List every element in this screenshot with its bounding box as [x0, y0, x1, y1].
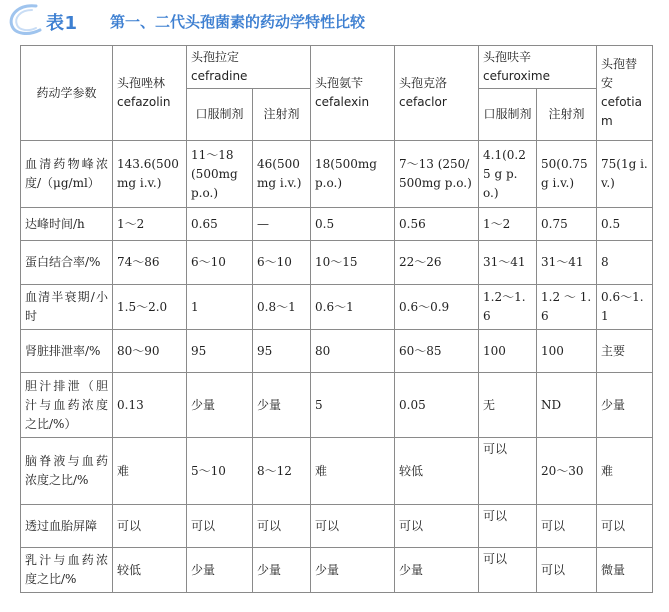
table-cell: 少量	[311, 548, 395, 593]
table-cell: 可以	[537, 548, 597, 593]
table-cell: 143.6(500 mg i.v.)	[113, 141, 187, 208]
table-title-bar	[6, 0, 666, 40]
table-cell: 6～10	[253, 241, 311, 285]
table-cell: 可以	[597, 505, 653, 548]
table-cell: 1.5～2.0	[113, 285, 187, 330]
table-cell: 可以	[113, 505, 187, 548]
drug-zh-name: 头孢替安	[601, 57, 638, 90]
table-cell: 可以	[479, 548, 537, 593]
header-drug-cefaclor	[395, 46, 479, 141]
table-cell: 难	[311, 438, 395, 505]
table-cell: 较低	[395, 438, 479, 505]
table-cell: 75(1g i.v.)	[597, 141, 653, 208]
table-cell: 11～18 (500mg p.o.)	[187, 141, 253, 208]
drug-zh-name: 头孢克洛	[399, 76, 448, 90]
table-cell: 1	[187, 285, 253, 330]
swoosh-decoration-icon	[6, 2, 50, 38]
table-cell: 可以	[395, 505, 479, 548]
header-drug-cefuroxime	[479, 46, 597, 89]
table-caption: 第一、二代头孢菌素的药动学特性比较	[110, 13, 366, 31]
table-cell: 10～15	[311, 241, 395, 285]
drug-en-name: cefotiam	[601, 95, 642, 128]
table-cell: 无	[479, 373, 537, 438]
table-cell: 少量	[253, 373, 311, 438]
table-number: 表1	[46, 13, 78, 34]
header-param-label: 药动学参数	[21, 46, 113, 141]
table-cell: 主要	[597, 330, 653, 373]
table-cell: 难	[113, 438, 187, 505]
drug-en-name: cefazolin	[117, 95, 171, 109]
table-cell: 22～26	[395, 241, 479, 285]
table-row	[21, 285, 653, 330]
table-cell: 74～86	[113, 241, 187, 285]
table-cell: 可以	[537, 505, 597, 548]
table-cell: 95	[187, 330, 253, 373]
row-param: 肾脏排泄率/%	[21, 330, 113, 373]
table-cell: 1.2～1.6	[479, 285, 537, 330]
table-cell: —	[253, 208, 311, 241]
table-cell: 0.6～1	[311, 285, 395, 330]
drug-en-name: cefalexin	[315, 95, 370, 109]
row-param: 达峰时间/h	[21, 208, 113, 241]
table-cell: 微量	[597, 548, 653, 593]
table-cell: 8～12	[253, 438, 311, 505]
table-cell: 0.5	[311, 208, 395, 241]
table-cell: 95	[253, 330, 311, 373]
table-cell: 1.2 ～ 1.6	[537, 285, 597, 330]
table-cell: 18(500mg p.o.)	[311, 141, 395, 208]
header-row-1	[21, 46, 653, 89]
row-param: 血清半衰期/小时	[21, 285, 113, 330]
table-cell: 60～85	[395, 330, 479, 373]
table-cell: 可以	[479, 505, 537, 548]
drug-zh-name: 头孢呋辛	[483, 50, 532, 64]
table-row	[21, 548, 653, 593]
table-cell: 80～90	[113, 330, 187, 373]
table-cell: 0.75	[537, 208, 597, 241]
subheader-injection: 注射剂	[537, 89, 597, 141]
table-row	[21, 241, 653, 285]
row-param: 血清药物峰浓度/（μg/ml）	[21, 141, 113, 208]
row-param: 蛋白结合率/%	[21, 241, 113, 285]
table-cell: 可以	[311, 505, 395, 548]
header-drug-cefotiam	[597, 46, 653, 141]
table-cell: ND	[537, 373, 597, 438]
table-row	[21, 330, 653, 373]
row-param: 乳汁与血药浓度之比/%	[21, 548, 113, 593]
table-cell: 0.13	[113, 373, 187, 438]
table-cell: 0.6～1.1	[597, 285, 653, 330]
table-cell: 难	[597, 438, 653, 505]
table-row	[21, 373, 653, 438]
table-cell: 0.65	[187, 208, 253, 241]
subheader-injection: 注射剂	[253, 89, 311, 141]
drug-en-name: cefradine	[191, 69, 248, 83]
table-cell: 少量	[187, 548, 253, 593]
table-cell: 可以	[253, 505, 311, 548]
table-cell: 46(500 mg i.v.)	[253, 141, 311, 208]
table-cell: 4.1(0.25 g p.o.)	[479, 141, 537, 208]
table-cell: 6～10	[187, 241, 253, 285]
table-cell: 可以	[187, 505, 253, 548]
table-cell: 少量	[253, 548, 311, 593]
row-param: 脑脊液与血药浓度之比/%	[21, 438, 113, 505]
table-cell: 80	[311, 330, 395, 373]
drug-zh-name: 头孢唑林	[117, 76, 166, 90]
drug-en-name: cefaclor	[399, 95, 447, 109]
table-row	[21, 505, 653, 548]
table-cell: 31～41	[537, 241, 597, 285]
table-cell: 20～30	[537, 438, 597, 505]
drug-zh-name: 头孢拉定	[191, 50, 240, 64]
table-cell: 少量	[395, 548, 479, 593]
table-cell: 5～10	[187, 438, 253, 505]
table-row	[21, 141, 653, 208]
header-drug-cefazolin	[113, 46, 187, 141]
drug-zh-name: 头孢氨苄	[315, 76, 364, 90]
table-cell: 少量	[597, 373, 653, 438]
table-cell: 少量	[187, 373, 253, 438]
subheader-oral: 口服制剂	[479, 89, 537, 141]
table-cell: 0.5	[597, 208, 653, 241]
header-drug-cefradine	[187, 46, 311, 89]
table-cell: 较低	[113, 548, 187, 593]
header-drug-cefalexin	[311, 46, 395, 141]
table-cell: 0.6～0.9	[395, 285, 479, 330]
subheader-oral: 口服制剂	[187, 89, 253, 141]
table-cell: 31～41	[479, 241, 537, 285]
table-row	[21, 438, 653, 505]
row-param: 透过血胎屏障	[21, 505, 113, 548]
table-cell: 100	[537, 330, 597, 373]
table-cell: 50(0.75 g i.v.)	[537, 141, 597, 208]
drug-en-name: cefuroxime	[483, 69, 550, 83]
table-row	[21, 208, 653, 241]
table-cell: 0.05	[395, 373, 479, 438]
table-cell: 5	[311, 373, 395, 438]
row-param: 胆汁排泄（胆汁与血药浓度之比/%）	[21, 373, 113, 438]
table-cell: 0.8～1	[253, 285, 311, 330]
table-cell: 7～13 (250/500mg p.o.)	[395, 141, 479, 208]
pharmacokinetics-table	[20, 45, 653, 593]
table-cell: 0.56	[395, 208, 479, 241]
table-cell: 可以	[479, 438, 537, 505]
table-cell: 100	[479, 330, 537, 373]
table-cell: 1～2	[113, 208, 187, 241]
table-cell: 1～2	[479, 208, 537, 241]
table-cell: 8	[597, 241, 653, 285]
